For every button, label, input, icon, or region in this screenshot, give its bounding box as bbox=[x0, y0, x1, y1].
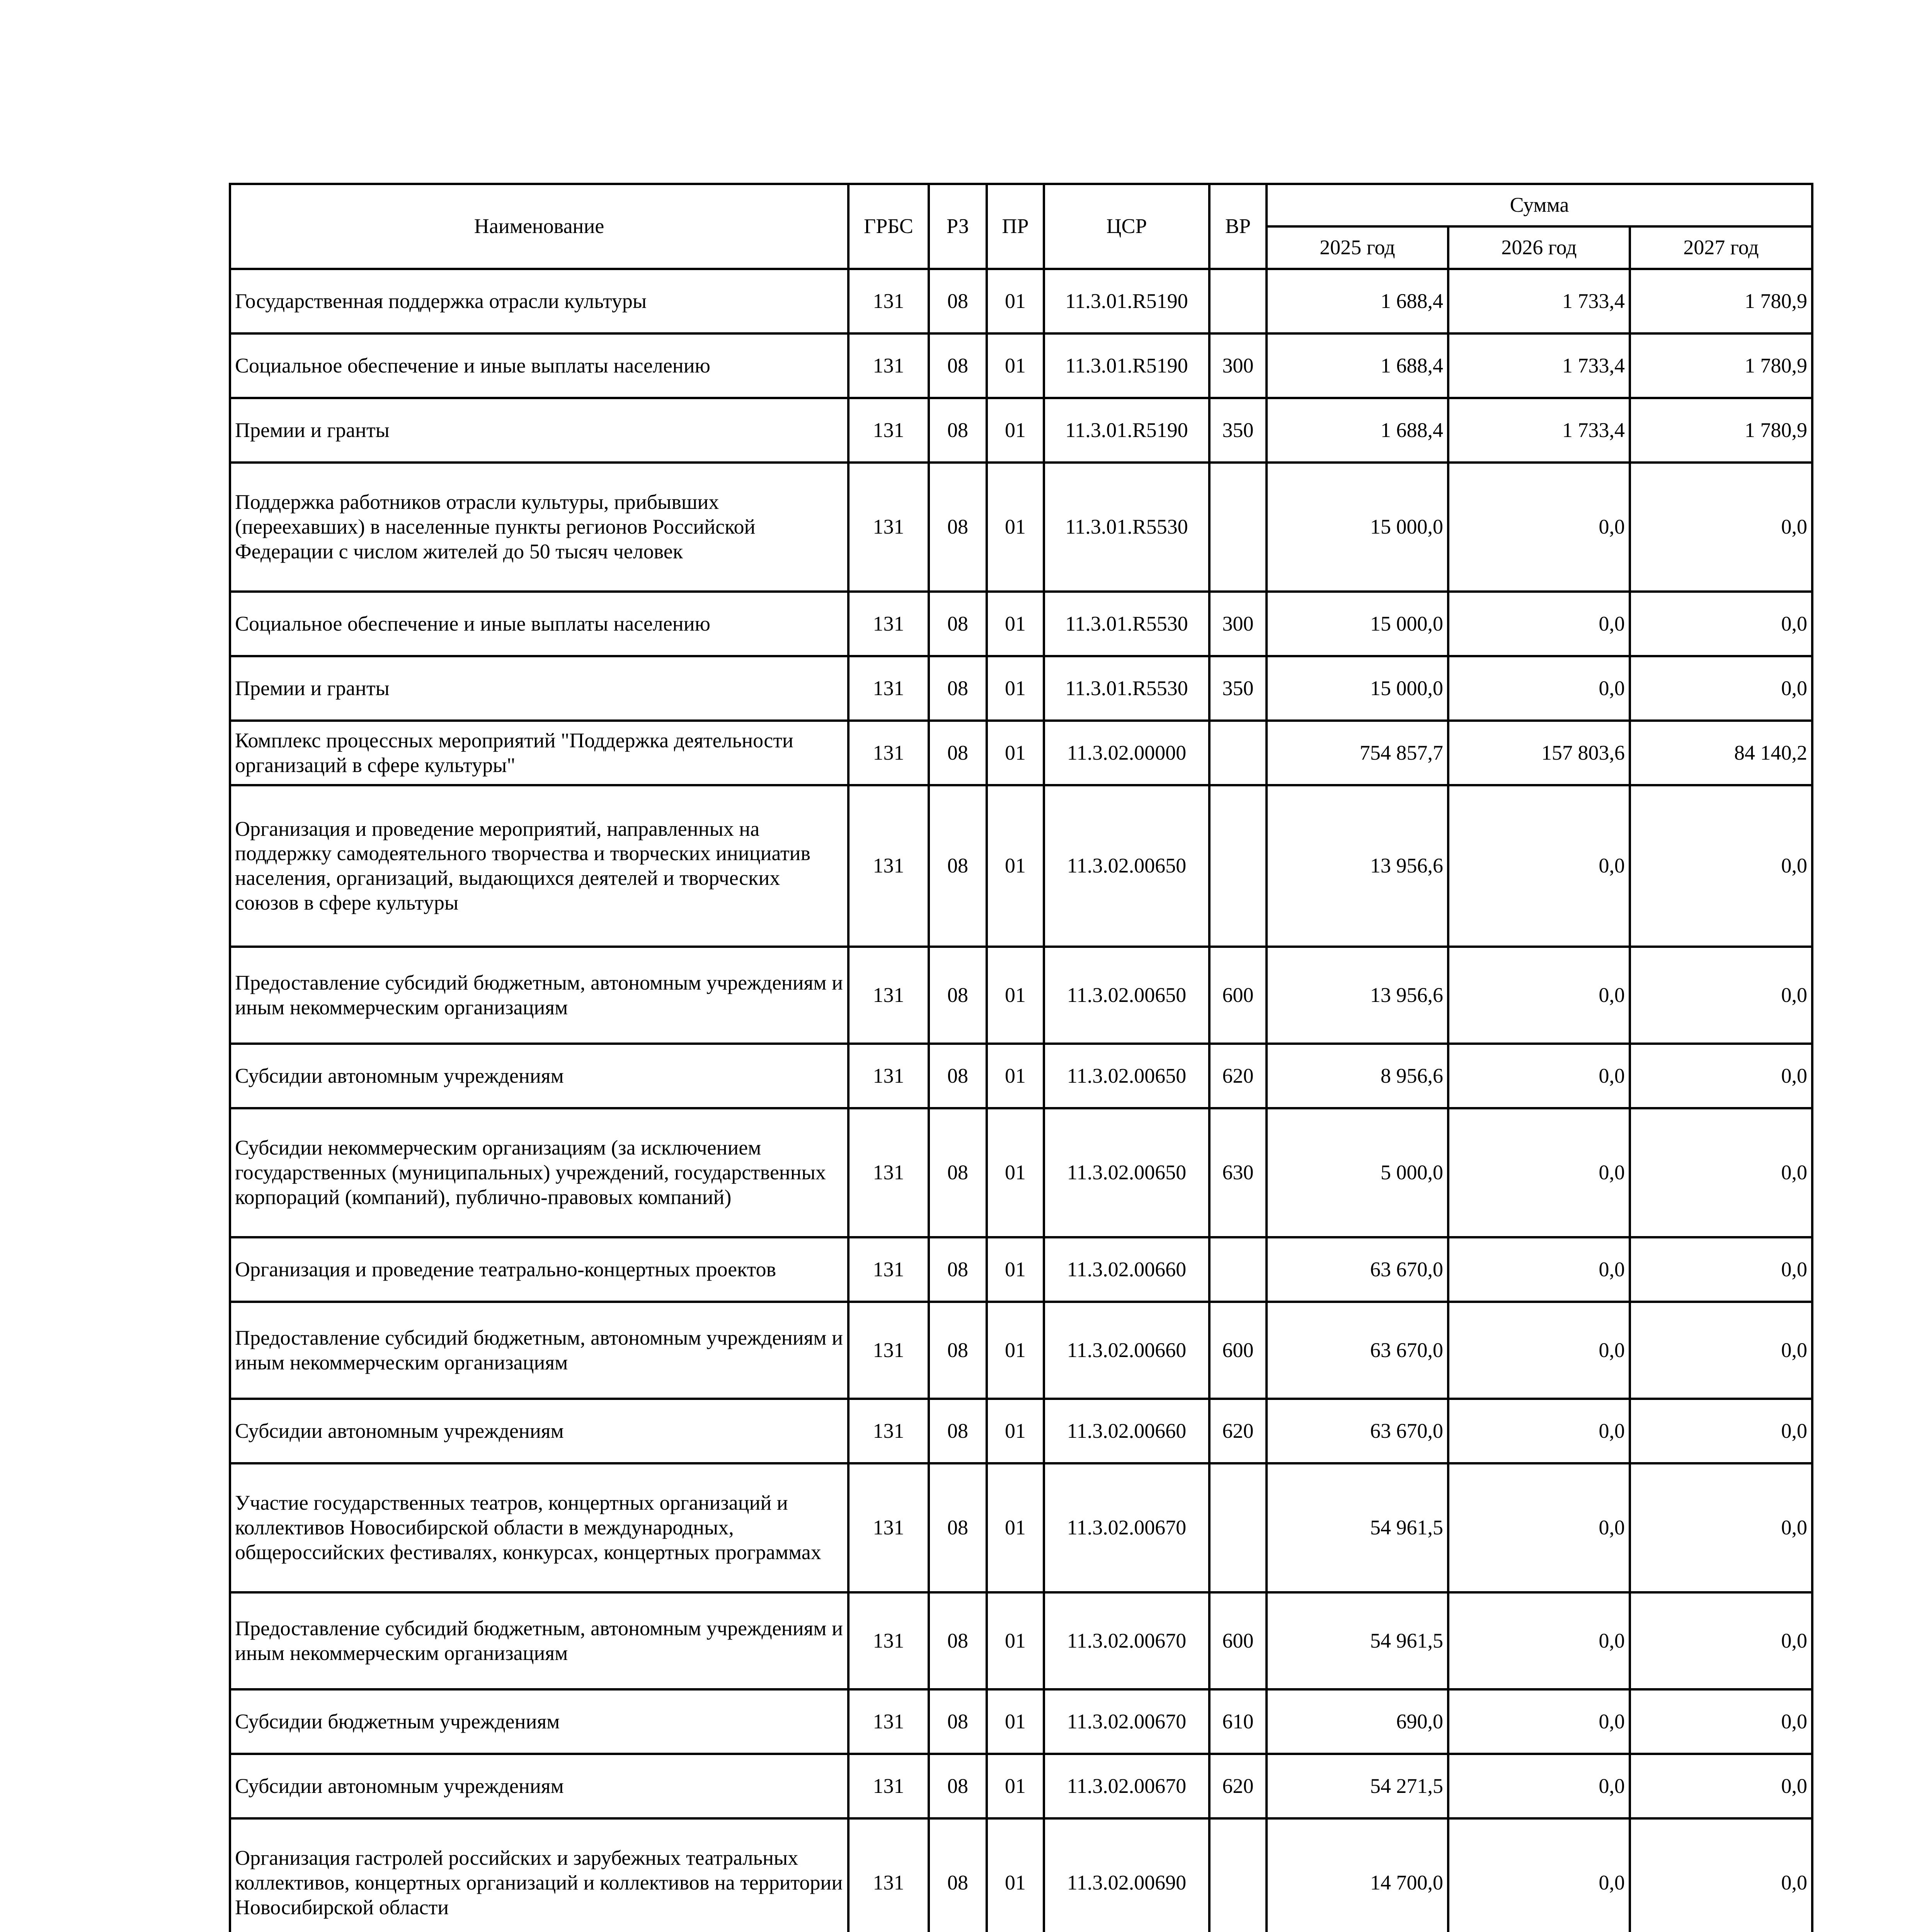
cell-csr: 11.3.01.R5190 bbox=[1044, 333, 1209, 398]
cell-grbs: 131 bbox=[848, 1754, 929, 1818]
cell-name: Субсидии бюджетным учреждениям bbox=[230, 1689, 848, 1754]
table-row bbox=[230, 1237, 1812, 1302]
cell-name: Организация гастролей российских и зарубежных театральных коллективов, концертных организаций и коллективов на территории Новосибирской области bbox=[230, 1818, 848, 1932]
cell-grbs: 131 bbox=[848, 785, 929, 947]
cell-pr: 01 bbox=[987, 721, 1044, 785]
cell-csr: 11.3.02.00660 bbox=[1044, 1399, 1209, 1463]
cell-vr bbox=[1209, 721, 1267, 785]
header-csr: ЦСР bbox=[1044, 184, 1209, 269]
table-row bbox=[230, 1399, 1812, 1463]
table-row bbox=[230, 721, 1812, 785]
header-year-2027: 2027 год bbox=[1630, 226, 1812, 269]
cell-2027: 1 780,9 bbox=[1630, 269, 1812, 333]
cell-csr: 11.3.02.00670 bbox=[1044, 1689, 1209, 1754]
cell-name: Субсидии автономным учреждениям bbox=[230, 1399, 848, 1463]
cell-2025: 1 688,4 bbox=[1267, 333, 1448, 398]
cell-vr: 350 bbox=[1209, 398, 1267, 463]
cell-2025: 54 271,5 bbox=[1267, 1754, 1448, 1818]
cell-grbs: 131 bbox=[848, 269, 929, 333]
cell-2027: 1 780,9 bbox=[1630, 333, 1812, 398]
table-row bbox=[230, 1689, 1812, 1754]
cell-rz: 08 bbox=[929, 592, 987, 656]
table-row bbox=[230, 1108, 1812, 1237]
cell-name: Организация и проведение театрально-концертных проектов bbox=[230, 1237, 848, 1302]
cell-name: Предоставление субсидий бюджетным, автономным учреждениям и иным некоммерческим организациям bbox=[230, 1592, 848, 1689]
cell-pr: 01 bbox=[987, 398, 1044, 463]
cell-csr: 11.3.01.R5530 bbox=[1044, 656, 1209, 721]
table-row bbox=[230, 333, 1812, 398]
cell-rz: 08 bbox=[929, 1818, 987, 1932]
cell-2027: 0,0 bbox=[1630, 463, 1812, 592]
cell-vr bbox=[1209, 269, 1267, 333]
cell-grbs: 131 bbox=[848, 721, 929, 785]
cell-vr: 630 bbox=[1209, 1108, 1267, 1237]
cell-2025: 54 961,5 bbox=[1267, 1463, 1448, 1592]
cell-vr bbox=[1209, 785, 1267, 947]
cell-pr: 01 bbox=[987, 1689, 1044, 1754]
cell-pr: 01 bbox=[987, 1237, 1044, 1302]
cell-grbs: 131 bbox=[848, 463, 929, 592]
cell-pr: 01 bbox=[987, 1463, 1044, 1592]
cell-grbs: 131 bbox=[848, 1302, 929, 1399]
table-row bbox=[230, 463, 1812, 592]
cell-2027: 0,0 bbox=[1630, 1818, 1812, 1932]
cell-name: Комплекс процессных мероприятий "Поддержка деятельности организаций в сфере культуры" bbox=[230, 721, 848, 785]
cell-2027: 0,0 bbox=[1630, 1592, 1812, 1689]
cell-csr: 11.3.01.R5530 bbox=[1044, 592, 1209, 656]
cell-2027: 0,0 bbox=[1630, 1399, 1812, 1463]
cell-2026: 0,0 bbox=[1448, 947, 1630, 1044]
cell-2026: 0,0 bbox=[1448, 1044, 1630, 1108]
header-year-2026: 2026 год bbox=[1448, 226, 1630, 269]
cell-rz: 08 bbox=[929, 785, 987, 947]
cell-grbs: 131 bbox=[848, 1592, 929, 1689]
cell-csr: 11.3.02.00650 bbox=[1044, 1044, 1209, 1108]
cell-grbs: 131 bbox=[848, 1818, 929, 1932]
cell-rz: 08 bbox=[929, 1399, 987, 1463]
cell-name: Премии и гранты bbox=[230, 398, 848, 463]
cell-2025: 54 961,5 bbox=[1267, 1592, 1448, 1689]
table-row bbox=[230, 947, 1812, 1044]
cell-2025: 8 956,6 bbox=[1267, 1044, 1448, 1108]
cell-2026: 0,0 bbox=[1448, 785, 1630, 947]
table-row bbox=[230, 656, 1812, 721]
cell-rz: 08 bbox=[929, 269, 987, 333]
cell-name: Субсидии некоммерческим организациям (за исключением государственных (муниципальных) учреждений, государственных корпораций (компаний), публично-правовых компаний) bbox=[230, 1108, 848, 1237]
cell-pr: 01 bbox=[987, 656, 1044, 721]
cell-name: Субсидии автономным учреждениям bbox=[230, 1044, 848, 1108]
cell-csr: 11.3.01.R5190 bbox=[1044, 398, 1209, 463]
cell-2026: 0,0 bbox=[1448, 1302, 1630, 1399]
cell-pr: 01 bbox=[987, 592, 1044, 656]
cell-name: Премии и гранты bbox=[230, 656, 848, 721]
cell-2026: 0,0 bbox=[1448, 1754, 1630, 1818]
cell-pr: 01 bbox=[987, 1592, 1044, 1689]
cell-name: Предоставление субсидий бюджетным, автономным учреждениям и иным некоммерческим организациям bbox=[230, 1302, 848, 1399]
cell-rz: 08 bbox=[929, 656, 987, 721]
header-grbs: ГРБС bbox=[848, 184, 929, 269]
table-row bbox=[230, 785, 1812, 947]
cell-2027: 0,0 bbox=[1630, 785, 1812, 947]
cell-2025: 5 000,0 bbox=[1267, 1108, 1448, 1237]
cell-name: Участие государственных театров, концертных организаций и коллективов Новосибирской области в международных, общероссийских фестивалях, конкурсах, концертных программах bbox=[230, 1463, 848, 1592]
cell-rz: 08 bbox=[929, 947, 987, 1044]
cell-pr: 01 bbox=[987, 333, 1044, 398]
cell-2025: 1 688,4 bbox=[1267, 269, 1448, 333]
cell-2027: 0,0 bbox=[1630, 1463, 1812, 1592]
cell-2027: 0,0 bbox=[1630, 656, 1812, 721]
cell-pr: 01 bbox=[987, 785, 1044, 947]
cell-name: Поддержка работников отрасли культуры, прибывших (переехавших) в населенные пункты регионов Российской Федерации с числом жителей до 50 тысяч человек bbox=[230, 463, 848, 592]
cell-2025: 690,0 bbox=[1267, 1689, 1448, 1754]
header-vr: ВР bbox=[1209, 184, 1267, 269]
cell-vr: 620 bbox=[1209, 1754, 1267, 1818]
cell-vr: 300 bbox=[1209, 333, 1267, 398]
cell-name: Организация и проведение мероприятий, направленных на поддержку самодеятельного творчества и творческих инициатив населения, организаций, выдающихся деятелей и творческих союзов в сфере культуры bbox=[230, 785, 848, 947]
cell-2026: 0,0 bbox=[1448, 656, 1630, 721]
cell-2025: 13 956,6 bbox=[1267, 947, 1448, 1044]
table-row bbox=[230, 592, 1812, 656]
cell-vr: 600 bbox=[1209, 947, 1267, 1044]
cell-name: Социальное обеспечение и иные выплаты населению bbox=[230, 333, 848, 398]
header-name: Наименование bbox=[230, 184, 848, 269]
cell-2026: 1 733,4 bbox=[1448, 333, 1630, 398]
cell-csr: 11.3.02.00670 bbox=[1044, 1463, 1209, 1592]
cell-2025: 15 000,0 bbox=[1267, 656, 1448, 721]
cell-csr: 11.3.02.00660 bbox=[1044, 1302, 1209, 1399]
cell-rz: 08 bbox=[929, 1592, 987, 1689]
cell-2026: 157 803,6 bbox=[1448, 721, 1630, 785]
cell-2025: 63 670,0 bbox=[1267, 1237, 1448, 1302]
table-row bbox=[230, 1463, 1812, 1592]
table-body bbox=[230, 269, 1812, 1932]
cell-2026: 0,0 bbox=[1448, 1237, 1630, 1302]
cell-pr: 01 bbox=[987, 463, 1044, 592]
header-year-2025: 2025 год bbox=[1267, 226, 1448, 269]
cell-rz: 08 bbox=[929, 333, 987, 398]
cell-2026: 0,0 bbox=[1448, 1463, 1630, 1592]
cell-csr: 11.3.01.R5190 bbox=[1044, 269, 1209, 333]
cell-csr: 11.3.02.00000 bbox=[1044, 721, 1209, 785]
cell-name: Субсидии автономным учреждениям bbox=[230, 1754, 848, 1818]
header-row-top bbox=[230, 184, 1812, 226]
cell-grbs: 131 bbox=[848, 333, 929, 398]
cell-grbs: 131 bbox=[848, 1108, 929, 1237]
cell-rz: 08 bbox=[929, 1302, 987, 1399]
cell-vr bbox=[1209, 1818, 1267, 1932]
cell-vr: 600 bbox=[1209, 1592, 1267, 1689]
cell-2026: 1 733,4 bbox=[1448, 269, 1630, 333]
cell-2026: 0,0 bbox=[1448, 1399, 1630, 1463]
cell-pr: 01 bbox=[987, 1754, 1044, 1818]
header-sum: Сумма bbox=[1267, 184, 1812, 226]
cell-pr: 01 bbox=[987, 1108, 1044, 1237]
cell-grbs: 131 bbox=[848, 947, 929, 1044]
cell-2026: 0,0 bbox=[1448, 1689, 1630, 1754]
table-row bbox=[230, 398, 1812, 463]
cell-2027: 84 140,2 bbox=[1630, 721, 1812, 785]
cell-2027: 0,0 bbox=[1630, 1237, 1812, 1302]
cell-2025: 754 857,7 bbox=[1267, 721, 1448, 785]
cell-grbs: 131 bbox=[848, 656, 929, 721]
table-row bbox=[230, 1818, 1812, 1932]
cell-2026: 0,0 bbox=[1448, 1592, 1630, 1689]
cell-2025: 13 956,6 bbox=[1267, 785, 1448, 947]
cell-2025: 63 670,0 bbox=[1267, 1399, 1448, 1463]
cell-2027: 1 780,9 bbox=[1630, 398, 1812, 463]
cell-2026: 0,0 bbox=[1448, 1108, 1630, 1237]
cell-grbs: 131 bbox=[848, 1044, 929, 1108]
cell-name: Предоставление субсидий бюджетным, автономным учреждениям и иным некоммерческим организациям bbox=[230, 947, 848, 1044]
cell-vr bbox=[1209, 463, 1267, 592]
table-row bbox=[230, 1302, 1812, 1399]
cell-rz: 08 bbox=[929, 1237, 987, 1302]
cell-2025: 15 000,0 bbox=[1267, 592, 1448, 656]
cell-rz: 08 bbox=[929, 463, 987, 592]
cell-vr: 350 bbox=[1209, 656, 1267, 721]
cell-pr: 01 bbox=[987, 1399, 1044, 1463]
cell-name: Социальное обеспечение и иные выплаты населению bbox=[230, 592, 848, 656]
cell-csr: 11.3.02.00690 bbox=[1044, 1818, 1209, 1932]
cell-csr: 11.3.01.R5530 bbox=[1044, 463, 1209, 592]
cell-pr: 01 bbox=[987, 1302, 1044, 1399]
cell-2025: 14 700,0 bbox=[1267, 1818, 1448, 1932]
cell-rz: 08 bbox=[929, 1108, 987, 1237]
cell-rz: 08 bbox=[929, 1463, 987, 1592]
cell-grbs: 131 bbox=[848, 1237, 929, 1302]
cell-2026: 0,0 bbox=[1448, 463, 1630, 592]
cell-2027: 0,0 bbox=[1630, 1108, 1812, 1237]
cell-pr: 01 bbox=[987, 269, 1044, 333]
cell-2027: 0,0 bbox=[1630, 947, 1812, 1044]
cell-vr: 620 bbox=[1209, 1044, 1267, 1108]
cell-grbs: 131 bbox=[848, 398, 929, 463]
cell-2027: 0,0 bbox=[1630, 1044, 1812, 1108]
cell-2025: 1 688,4 bbox=[1267, 398, 1448, 463]
cell-2026: 0,0 bbox=[1448, 1818, 1630, 1932]
cell-pr: 01 bbox=[987, 1044, 1044, 1108]
cell-vr bbox=[1209, 1237, 1267, 1302]
cell-rz: 08 bbox=[929, 1689, 987, 1754]
cell-2027: 0,0 bbox=[1630, 592, 1812, 656]
cell-grbs: 131 bbox=[848, 1399, 929, 1463]
cell-pr: 01 bbox=[987, 947, 1044, 1044]
budget-table bbox=[229, 183, 1813, 1932]
cell-2027: 0,0 bbox=[1630, 1689, 1812, 1754]
cell-vr: 600 bbox=[1209, 1302, 1267, 1399]
table-row bbox=[230, 1592, 1812, 1689]
cell-csr: 11.3.02.00660 bbox=[1044, 1237, 1209, 1302]
cell-rz: 08 bbox=[929, 1754, 987, 1818]
cell-csr: 11.3.02.00650 bbox=[1044, 785, 1209, 947]
cell-2026: 0,0 bbox=[1448, 592, 1630, 656]
cell-grbs: 131 bbox=[848, 592, 929, 656]
cell-name: Государственная поддержка отрасли культуры bbox=[230, 269, 848, 333]
cell-csr: 11.3.02.00650 bbox=[1044, 1108, 1209, 1237]
cell-rz: 08 bbox=[929, 398, 987, 463]
cell-rz: 08 bbox=[929, 1044, 987, 1108]
cell-2027: 0,0 bbox=[1630, 1302, 1812, 1399]
cell-2025: 63 670,0 bbox=[1267, 1302, 1448, 1399]
header-rz: РЗ bbox=[929, 184, 987, 269]
cell-pr: 01 bbox=[987, 1818, 1044, 1932]
cell-vr: 610 bbox=[1209, 1689, 1267, 1754]
cell-rz: 08 bbox=[929, 721, 987, 785]
table-row bbox=[230, 1754, 1812, 1818]
cell-2026: 1 733,4 bbox=[1448, 398, 1630, 463]
cell-2025: 15 000,0 bbox=[1267, 463, 1448, 592]
cell-csr: 11.3.02.00670 bbox=[1044, 1592, 1209, 1689]
cell-csr: 11.3.02.00650 bbox=[1044, 947, 1209, 1044]
cell-grbs: 131 bbox=[848, 1689, 929, 1754]
table-row bbox=[230, 269, 1812, 333]
cell-vr: 300 bbox=[1209, 592, 1267, 656]
cell-csr: 11.3.02.00670 bbox=[1044, 1754, 1209, 1818]
cell-grbs: 131 bbox=[848, 1463, 929, 1592]
cell-2027: 0,0 bbox=[1630, 1754, 1812, 1818]
table-row bbox=[230, 1044, 1812, 1108]
cell-vr bbox=[1209, 1463, 1267, 1592]
table-header bbox=[230, 184, 1812, 269]
header-pr: ПР bbox=[987, 184, 1044, 269]
cell-vr: 620 bbox=[1209, 1399, 1267, 1463]
